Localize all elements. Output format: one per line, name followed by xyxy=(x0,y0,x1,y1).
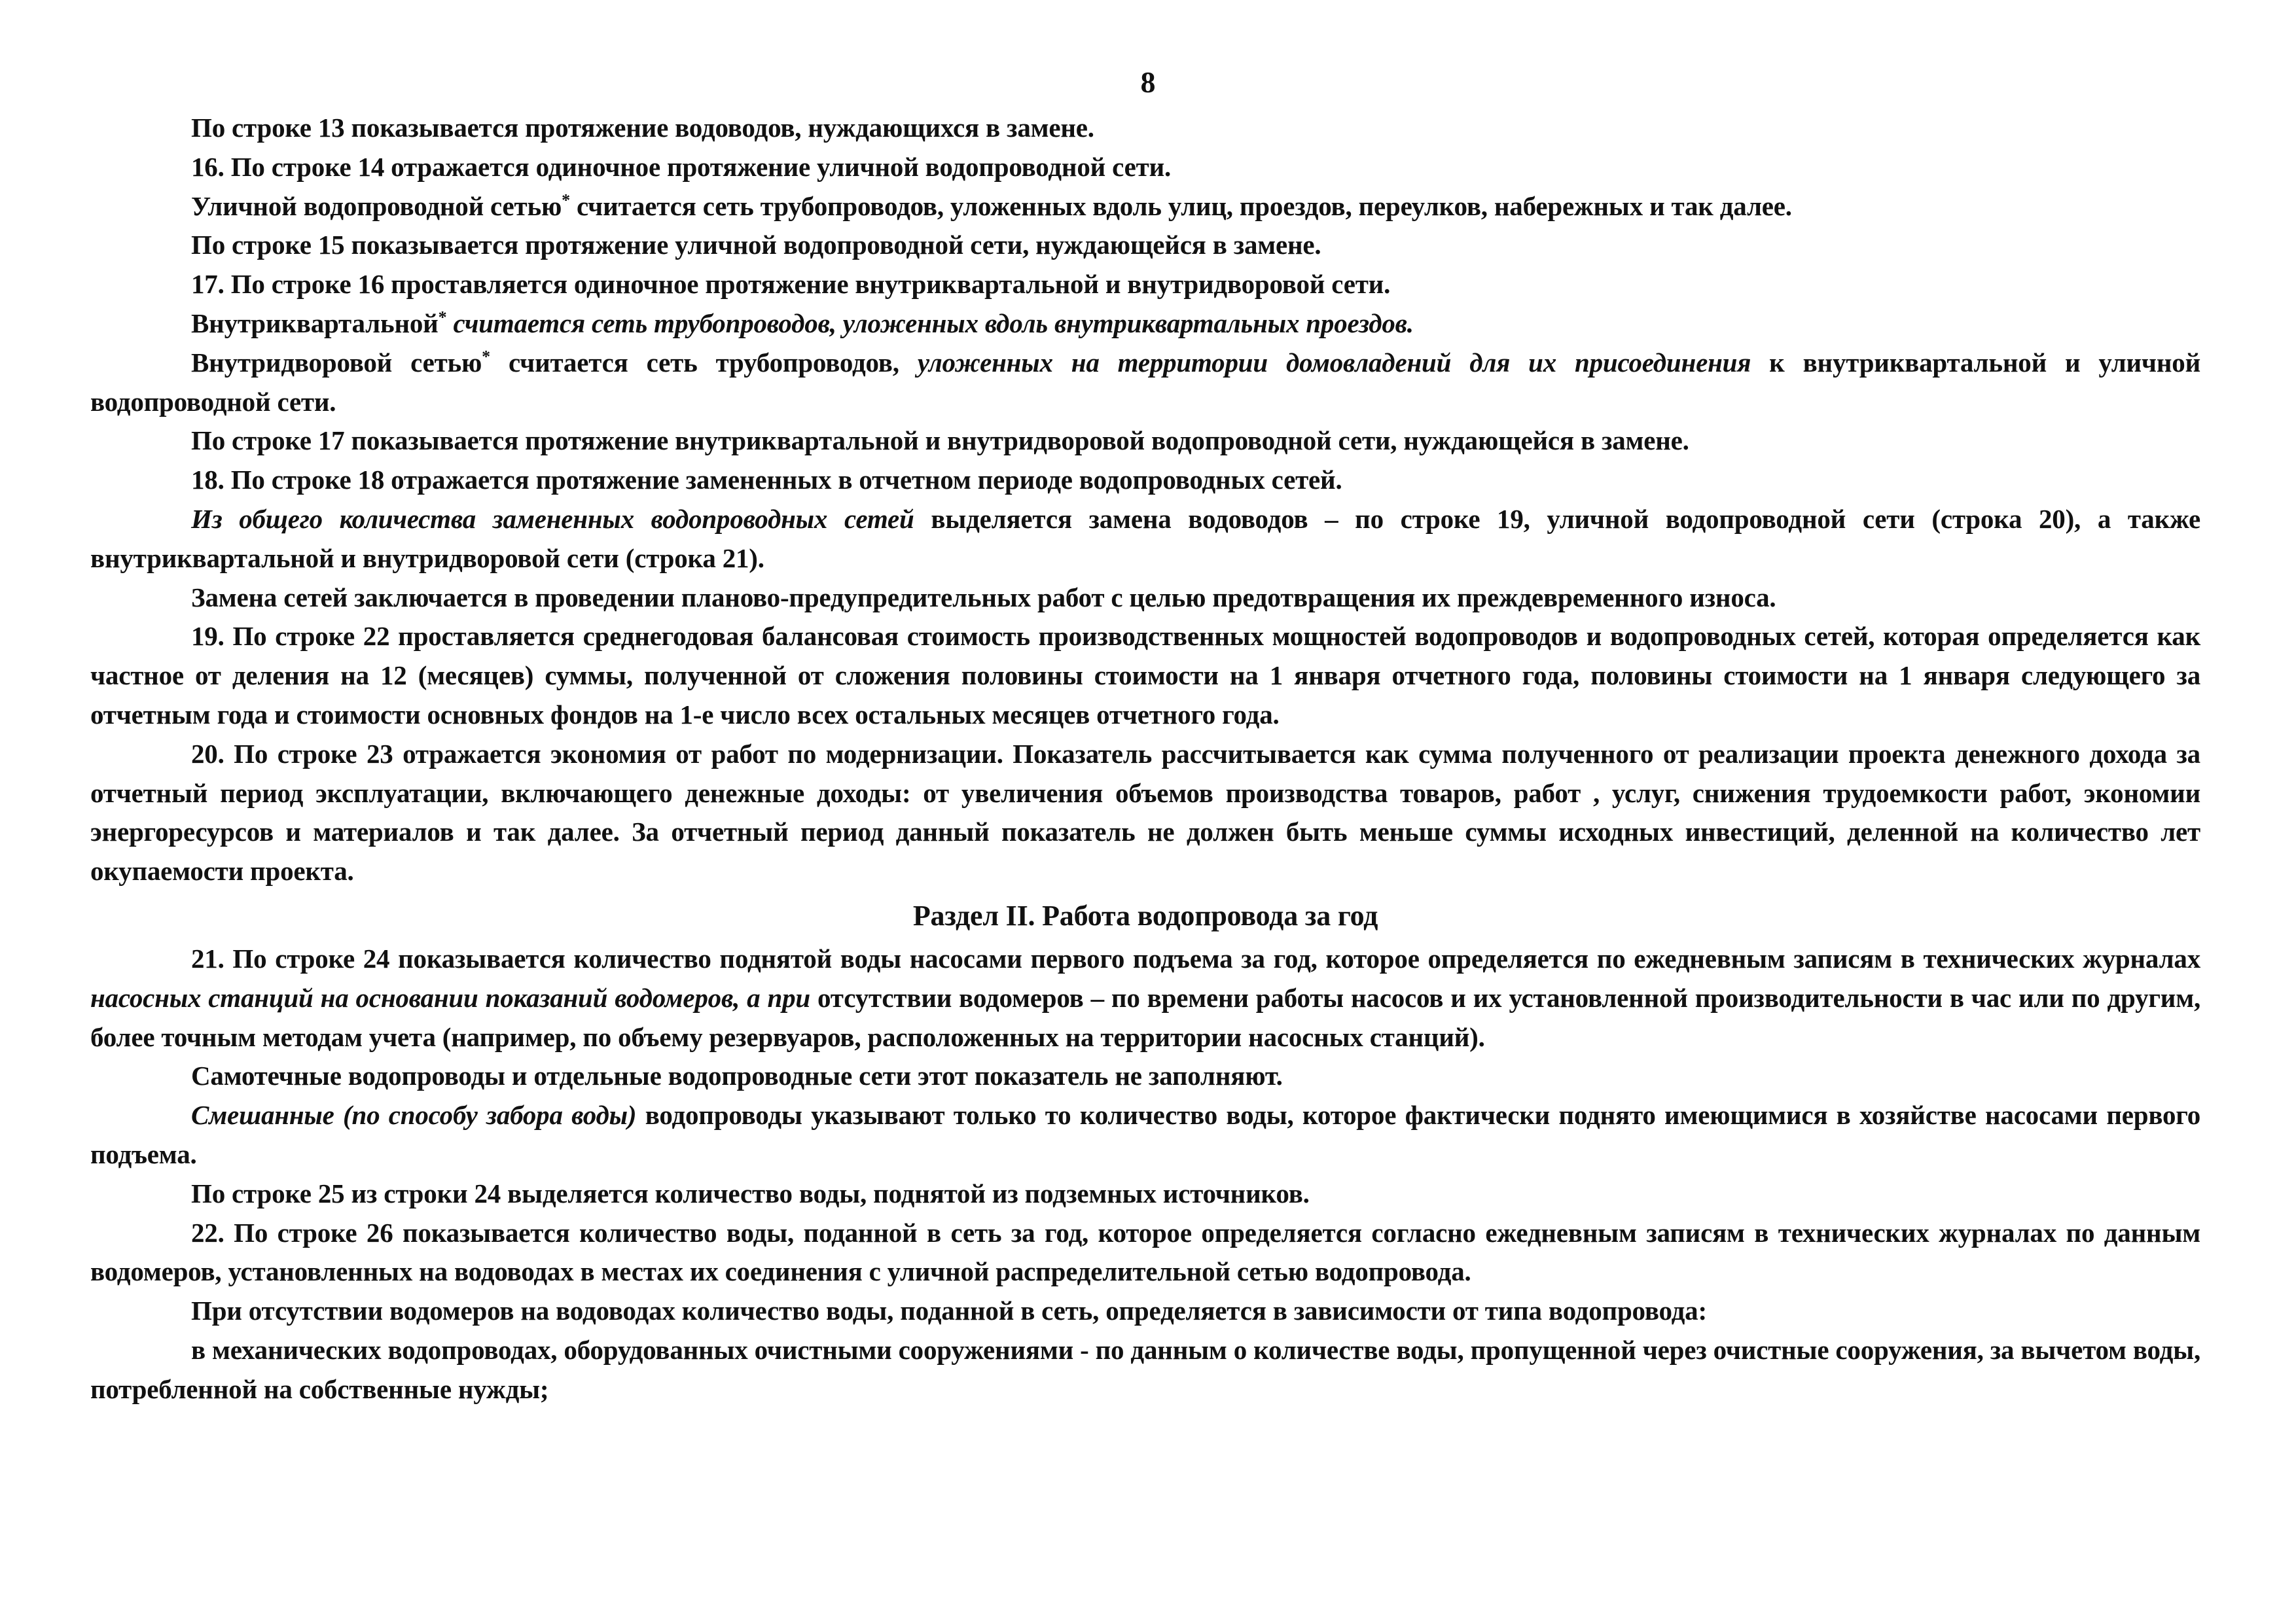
page-number: 8 xyxy=(1140,65,1156,99)
body-paragraph xyxy=(90,578,2200,618)
body-paragraph xyxy=(90,1096,2200,1174)
text-run: Самотечные водопроводы и отдельные водопроводные сети этот показатель не заполняют. xyxy=(191,1061,1283,1091)
text-run: Внутриквартальной xyxy=(191,308,439,338)
text-run: По строке 25 из строки 24 выделяется количество воды, поднятой из подземных источников. xyxy=(191,1178,1310,1209)
body-paragraph xyxy=(90,1057,2200,1096)
paragraphs-before-section xyxy=(90,109,2200,891)
footnote-marker: * xyxy=(562,190,570,209)
text-run: уложенных на территории домовладений для их присоединения xyxy=(917,347,1751,378)
document-body xyxy=(90,109,2200,1409)
body-paragraph xyxy=(90,148,2200,187)
text-run: Замена сетей заключается в проведении планово-предупредительных работ с целью предотвращения их преждевременного износа. xyxy=(191,582,1776,612)
text-run: Уличной водопроводной сетью xyxy=(191,190,562,221)
text-run: считается сеть трубопроводов, xyxy=(490,347,918,378)
text-run: При отсутствии водомеров на водоводах количество воды, поданной в сеть, определяется в зависимости от типа водопровода: xyxy=(191,1296,1707,1326)
text-run: Внутридворовой сетью xyxy=(191,347,482,378)
text-run: считается сеть трубопроводов, уложенных вдоль улиц, проездов, переулков, набережных и так далее. xyxy=(569,190,1792,221)
text-run: к внутриквартальной и уличной водопроводной сети. xyxy=(90,347,2200,417)
text-run: 19. По строке 22 проставляется среднегодовая балансовая стоимость производственных мощностей водопроводов и водопроводных сетей, которая определяется как частное от деления на 12 (месяцев) суммы, полученной от сложения половины стоимости на 1 января отчетного года, половины стоимости на 1 января следующего за отчетным года и стоимости основных фондов на 1-е число всех остальных месяцев отчетного года. xyxy=(90,621,2200,730)
text-run: 18. По строке 18 отражается протяжение замененных в отчетном периоде водопроводных сетей. xyxy=(191,465,1342,495)
text-run: 22. По строке 26 показывается количество воды, поданной в сеть за год, которое определяется согласно ежедневным записям в технических журналах по данным водомеров, установленных на водоводах в местах их соединения с уличной распределительной сетью водопровода. xyxy=(90,1217,2200,1287)
text-run: 21. По строке 24 показывается количество поднятой воды насосами первого подъема за год, которое определяется по ежедневным записям в технических журналах xyxy=(191,943,2200,974)
text-run: в механических водопроводах, оборудованных очистными сооружениями - по данным о количестве воды, пропущенной через очистные сооружения, за вычетом воды, потребленной на собственные нужды; xyxy=(90,1334,2200,1404)
body-paragraph xyxy=(90,421,2200,461)
body-paragraph xyxy=(90,1214,2200,1292)
body-paragraph xyxy=(90,187,2200,226)
body-paragraph xyxy=(90,735,2200,891)
body-paragraph xyxy=(90,617,2200,734)
body-paragraph xyxy=(90,940,2200,1057)
text-run: 20. По строке 23 отражается экономия от работ по модернизации. Показатель рассчитывается как сумма полученного от реализации проекта денежного дохода за отчетный период эксплуатации, включающего денежные доходы: от увеличения объемов производства товаров, работ , услуг, снижения трудоемкости работ, экономии энергоресурсов и материалов и так далее. За отчетный период данный показатель не должен быть меньше суммы исходных инвестиций, деленной на количество лет окупаемости проекта. xyxy=(90,738,2200,887)
text-run: считается сеть трубопроводов, уложенных вдоль внутриквартальных проездов. xyxy=(446,308,1414,338)
body-paragraph xyxy=(90,344,2200,422)
footnote-marker: * xyxy=(482,347,490,366)
text-run: 16. По строке 14 отражается одиночное протяжение уличной водопроводной сети. xyxy=(191,151,1172,182)
body-paragraph xyxy=(90,1174,2200,1214)
paragraphs-after-section xyxy=(90,940,2200,1409)
text-run: отсутствии водомеров – по времени работы насосов и их установленной производительности в час или по другим, более точным методам учета (например, по объему резервуаров, расположенных на территории насосных станций). xyxy=(90,982,2200,1052)
section-title: Раздел II. Работа водопровода за год xyxy=(912,899,1378,932)
text-run: водопроводы указывают только то количество воды, которое фактически поднято имеющимися в хозяйстве насосами первого подъема. xyxy=(90,1100,2200,1169)
text-run: выделяется замена водоводов – по строке 19, уличной водопроводной сети (строка 20), а также внутриквартальной и внутридворовой сети (строка 21). xyxy=(90,503,2200,573)
text-run: По строке 15 показывается протяжение уличной водопроводной сети, нуждающейся в замене. xyxy=(191,230,1321,260)
body-paragraph xyxy=(90,109,2200,148)
text-run: 17. По строке 16 проставляется одиночное протяжение внутриквартальной и внутридворовой сети. xyxy=(191,269,1391,300)
footnote-marker: * xyxy=(438,308,447,327)
text-run: Смешанные (по способу забора воды) xyxy=(191,1100,637,1131)
text-run: По строке 17 показывается протяжение внутриквартальной и внутридворовой водопроводной сети, нуждающейся в замене. xyxy=(191,425,1689,456)
body-paragraph xyxy=(90,1331,2200,1409)
text-run: насосных станций на основании показаний водомеров, а при xyxy=(90,982,811,1013)
text-run: По строке 13 показывается протяжение водоводов, нуждающихся в замене. xyxy=(191,113,1094,143)
body-paragraph xyxy=(90,226,2200,265)
body-paragraph xyxy=(90,1292,2200,1331)
body-paragraph xyxy=(90,265,2200,304)
body-paragraph xyxy=(90,500,2200,578)
body-paragraph xyxy=(90,461,2200,500)
body-paragraph xyxy=(90,304,2200,344)
text-run: Из общего количества замененных водопроводных сетей xyxy=(191,503,914,534)
